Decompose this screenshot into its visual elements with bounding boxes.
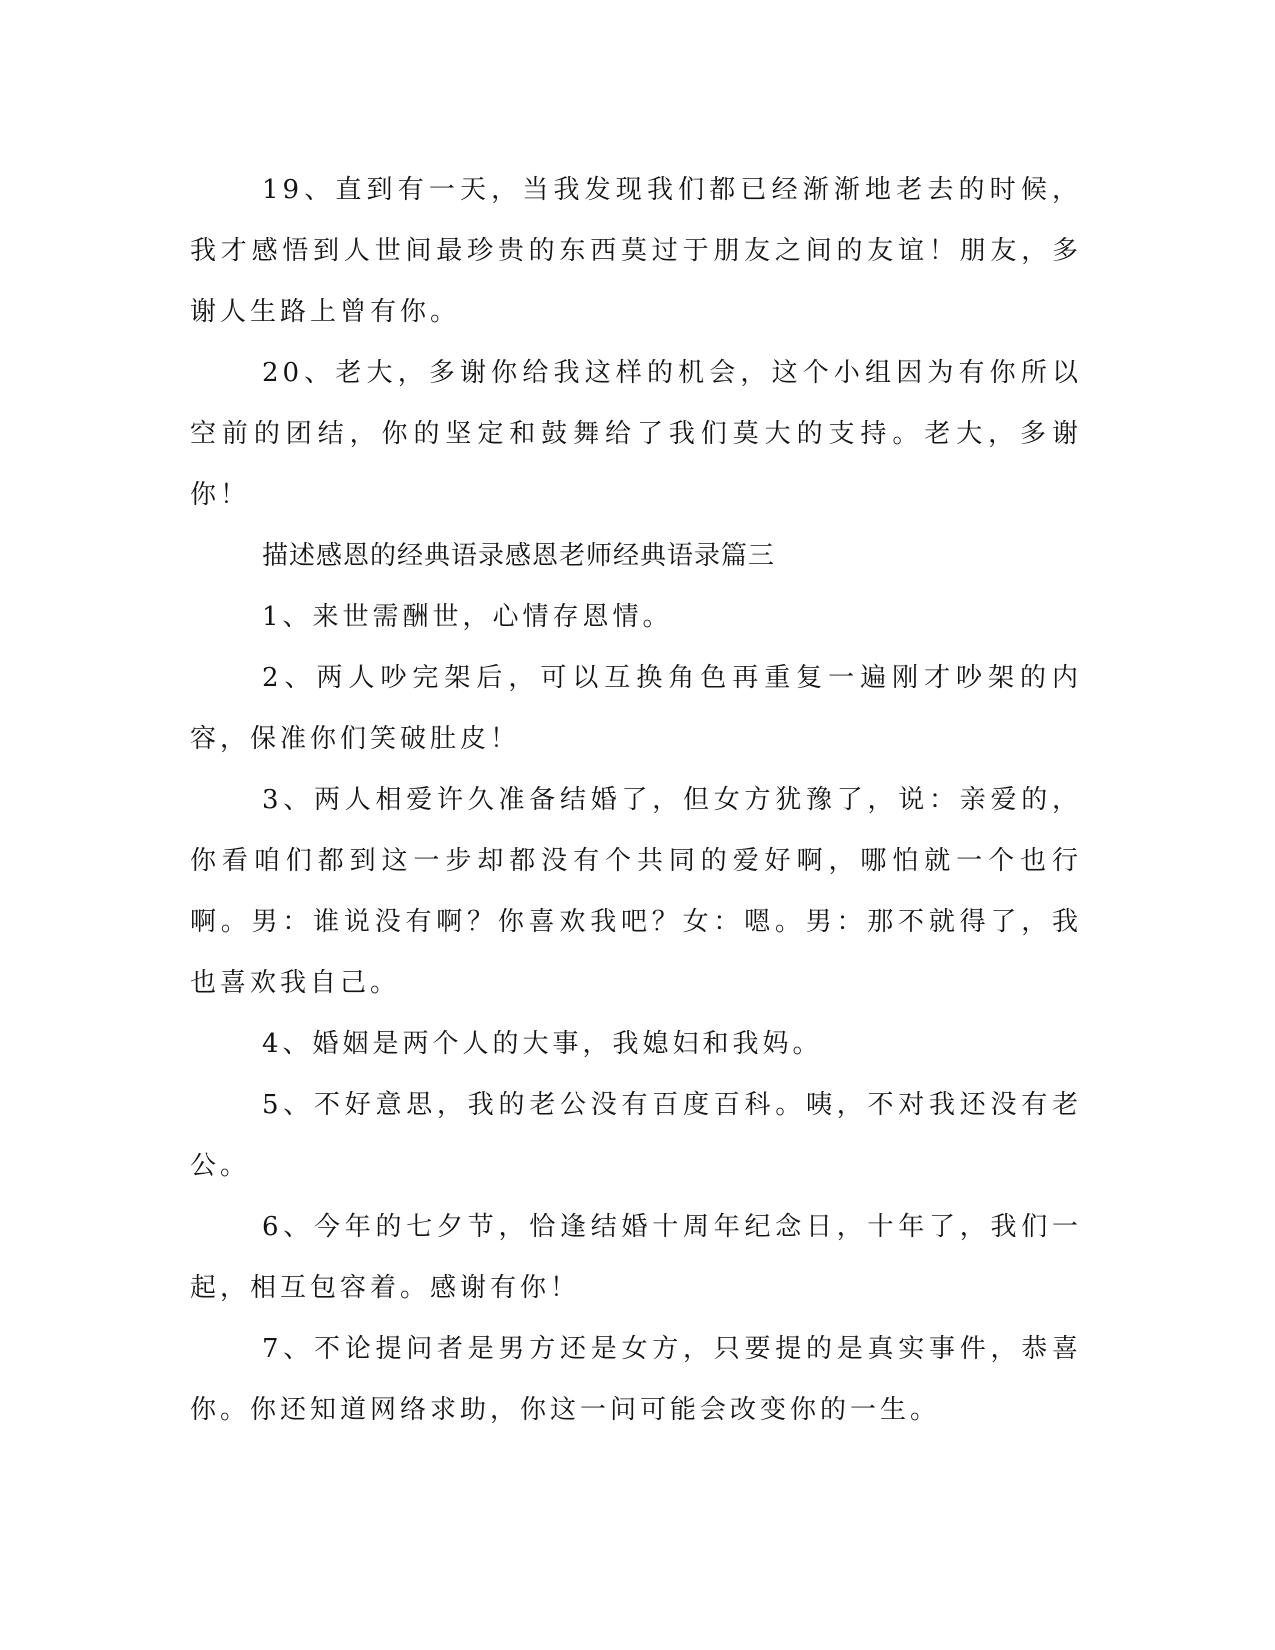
list-item: 2、两人吵完架后，可以互换角色再重复一遍刚才吵架的内容，保准你们笑破肚皮！ <box>190 663 1082 754</box>
list-item: 6、今年的七夕节，恰逢结婚十周年纪念日，十年了，我们一起，相互包容着。感谢有你！ <box>190 1212 1082 1303</box>
section-heading: 描述感恩的经典语录感恩老师经典语录篇三 <box>262 541 776 571</box>
list-item: 7、不论提问者是男方还是女方，只要提的是真实事件，恭喜你。你还知道网络求助，你这一问可能会改变你的一生。 <box>190 1334 1082 1425</box>
document-body <box>190 160 1082 1441</box>
paragraph-19: 19、直到有一天，当我发现我们都已经渐渐地老去的时候，我才感悟到人世间最珍贵的东西莫过于朋友之间的友谊！朋友，多谢人生路上曾有你。 <box>190 175 1082 327</box>
list-item: 4、婚姻是两个人的大事，我媳妇和我妈。 <box>262 1029 823 1059</box>
paragraph-20: 20、老大，多谢你给我这样的机会，这个小组因为有你所以空前的团结，你的坚定和鼓舞给了我们莫大的支持。老大，多谢你！ <box>190 358 1082 510</box>
list-item: 3、两人相爱许久准备结婚了，但女方犹豫了，说：亲爱的，你看咱们都到这一步却都没有个共同的爱好啊，哪怕就一个也行啊。男：谁说没有啊？你喜欢我吧？女：嗯。男：那不就得了，我也喜欢我自己。 <box>190 785 1082 998</box>
list-item: 5、不好意思，我的老公没有百度百科。咦，不对我还没有老公。 <box>190 1090 1082 1181</box>
list-item: 1、来世需酬世，心情存恩情。 <box>262 602 673 632</box>
